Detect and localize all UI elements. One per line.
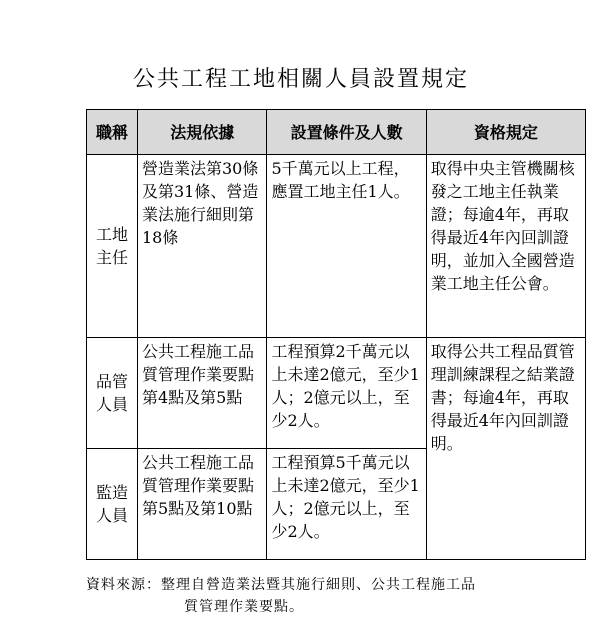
qualification-cell: 取得中央主管機關核發之工地主任執業證；每逾4年，再取得最近4年內回訓證明，並加入全國營造業工地主任公會。 — [426, 155, 585, 338]
source-note — [86, 574, 586, 618]
header-law-basis: 法規依據 — [137, 110, 267, 155]
law-cell: 公共工程施工品質管理作業要點第5點及第10點 — [137, 449, 267, 560]
source-note-line-1: 資料來源：整理自營造業法暨其施行細則、公共工程施工品 — [86, 577, 476, 593]
header-title: 職稱 — [87, 110, 138, 155]
condition-cell: 工程預算5千萬元以上未達2億元，至少1人；2億元以上，至少2人。 — [267, 449, 426, 560]
condition-cell: 5千萬元以上工程，應置工地主任1人。 — [267, 155, 426, 338]
role-cell: 監造人員 — [87, 449, 138, 560]
condition-cell: 工程預算2千萬元以上未達2億元，至少1人；2億元以上，至少2人。 — [267, 338, 426, 449]
regulations-table — [86, 109, 586, 560]
document-title: 公共工程工地相關人員設置規定 — [132, 67, 469, 92]
role-cell: 品管人員 — [87, 338, 138, 449]
table-row — [87, 155, 586, 338]
header-conditions: 設置條件及人數 — [267, 110, 426, 155]
qualification-cell: 取得公共工程品質管理訓練課程之結業證書；每逾4年，再取得最近4年內回訓證明。 — [426, 338, 585, 560]
header-qualifications: 資格規定 — [426, 110, 585, 155]
table-row — [87, 338, 586, 449]
source-note-line-2: 質管理作業要點。 — [184, 599, 304, 615]
law-cell: 公共工程施工品質管理作業要點第4點及第5點 — [137, 338, 267, 449]
role-cell: 工地主任 — [87, 155, 138, 338]
law-cell: 營造業法第30條及第31條、營造業法施行細則第18條 — [137, 155, 267, 338]
table-header-row — [87, 110, 586, 155]
